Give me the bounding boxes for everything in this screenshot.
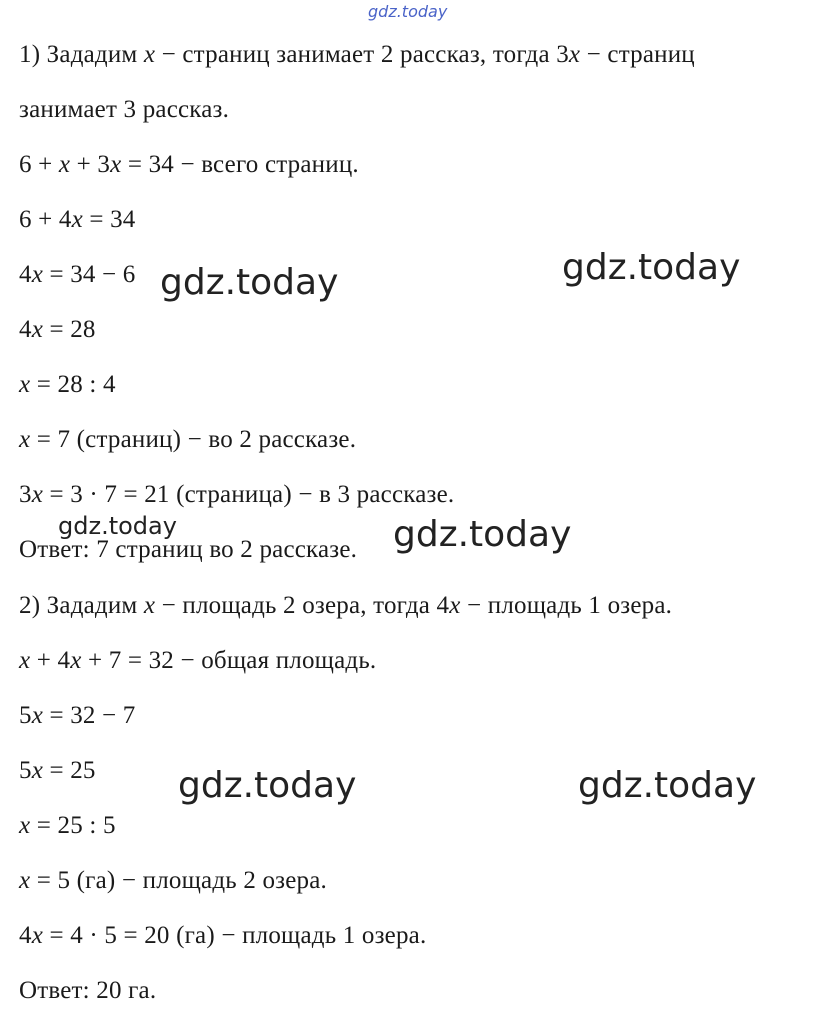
watermark: gdz.today — [58, 512, 177, 540]
solution-line-10: 2) Зададим x − площадь 2 озера, тогда 4x − площадь 1 озера. — [19, 592, 673, 619]
solution-line-6: 4x = 28 — [19, 316, 96, 343]
solution-line-15: x = 5 (га) − площадь 2 озера. — [19, 867, 327, 894]
solution-line-12: 5x = 32 − 7 — [19, 702, 136, 729]
solution-line-5: 4x = 34 − 6 — [19, 261, 136, 288]
watermark: gdz.today — [178, 765, 357, 806]
watermark: gdz.today — [578, 765, 757, 806]
watermark-top: gdz.today — [368, 2, 448, 21]
answer-line-1: Ответ: 7 страниц во 2 рассказе. — [19, 536, 358, 563]
watermark: gdz.today — [393, 514, 572, 555]
solution-line-13: 5x = 25 — [19, 757, 96, 784]
solution-line-7: x = 28 : 4 — [19, 371, 116, 398]
watermark: gdz.today — [160, 262, 339, 303]
solution-line-4: 6 + 4x = 34 — [19, 206, 136, 233]
answer-line-2: Ответ: 20 га. — [19, 977, 157, 1004]
solution-line-2: занимает 3 рассказ. — [19, 96, 230, 123]
solution-line-1: 1) Зададим x − страниц занимает 2 рассказ, тогда 3x − страниц — [19, 41, 695, 68]
solution-line-8: x = 7 (страниц) − во 2 рассказе. — [19, 426, 357, 453]
solution-line-3: 6 + x + 3x = 34 − всего страниц. — [19, 151, 359, 178]
solution-line-11: x + 4x + 7 = 32 − общая площадь. — [19, 647, 377, 674]
solution-line-14: x = 25 : 5 — [19, 812, 116, 839]
watermark: gdz.today — [562, 247, 741, 288]
solution-line-16: 4x = 4 · 5 = 20 (га) − площадь 1 озера. — [19, 922, 427, 949]
solution-line-9: 3x = 3 · 7 = 21 (страница) − в 3 рассказе. — [19, 481, 455, 508]
